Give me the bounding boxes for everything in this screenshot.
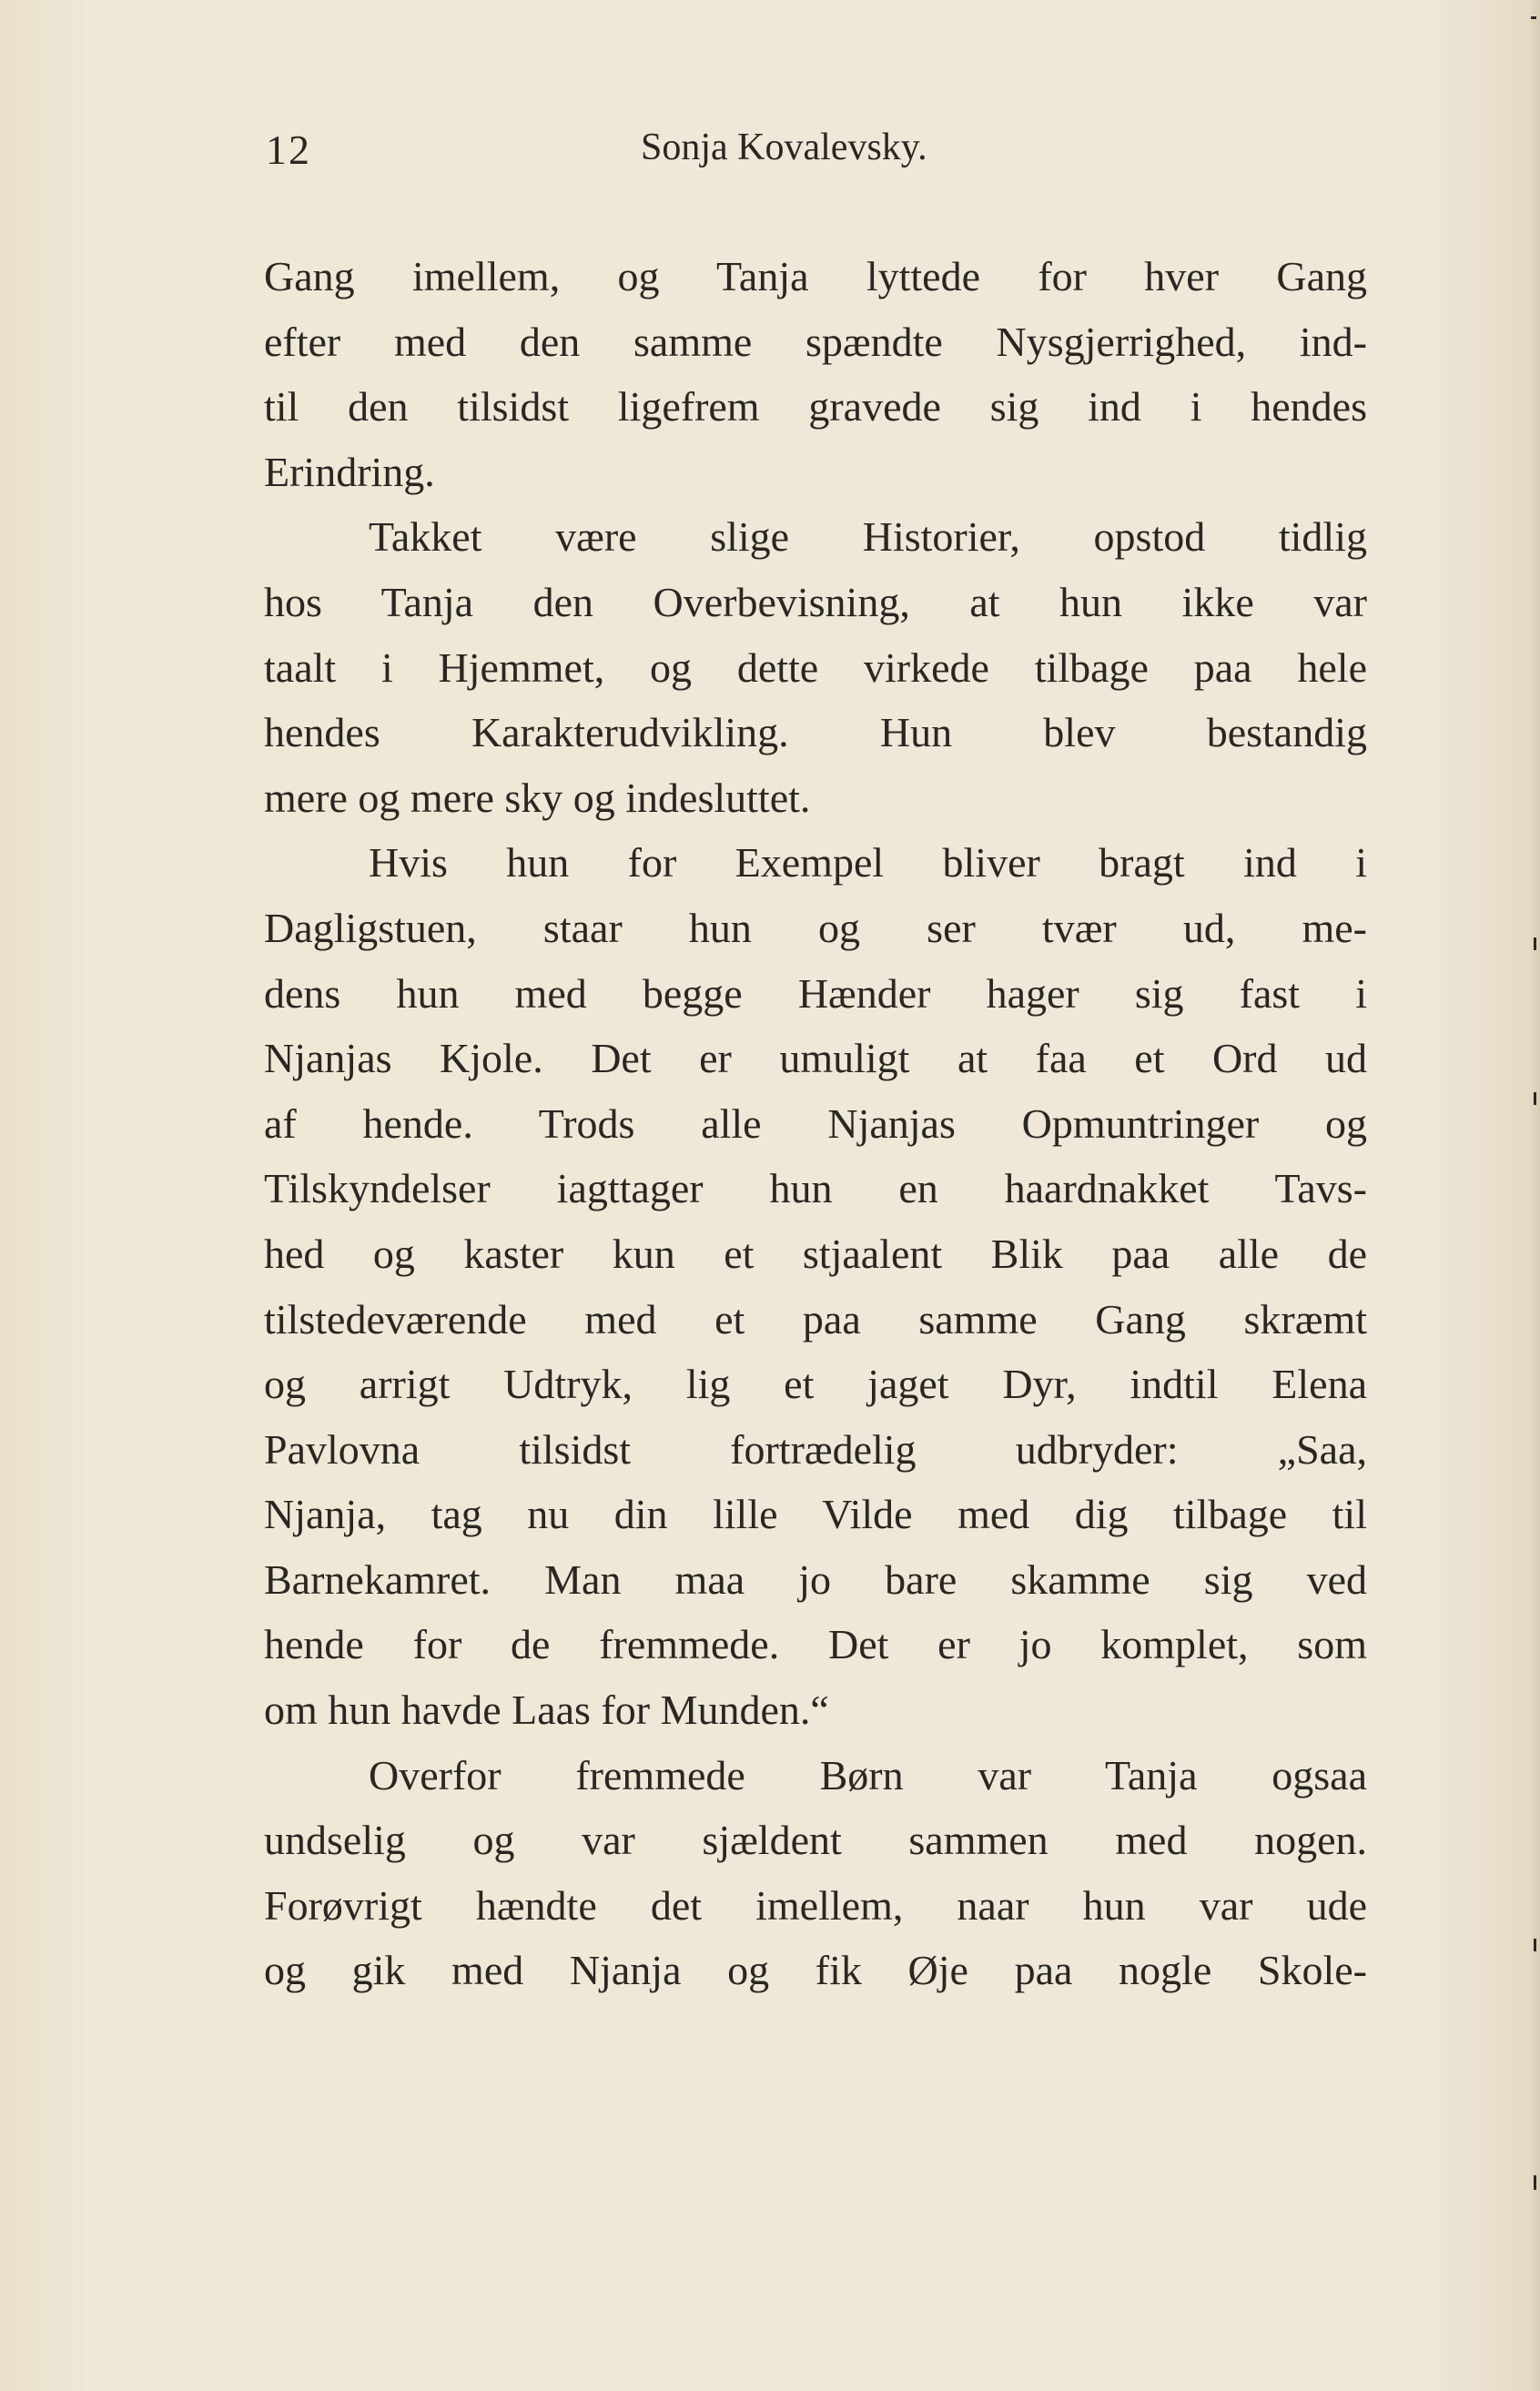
edge-mark bbox=[1534, 1092, 1536, 1105]
text-line: om hun havde Laas for Munden.“ bbox=[264, 1687, 829, 1734]
text-line: Hvis hun for Exempel bliver bragt ind i bbox=[369, 839, 1367, 886]
edge-mark bbox=[1534, 1939, 1536, 1951]
edge-mark bbox=[1534, 937, 1536, 950]
page-edge bbox=[1527, 0, 1540, 2391]
text-line: af hende. Trods alle Njanjas Opmuntringer og bbox=[264, 1099, 1367, 1147]
text-line: mere og mere sky og indesluttet. bbox=[264, 774, 811, 821]
text-line: og arrigt Udtryk, lig et jaget Dyr, indtil Elena bbox=[264, 1361, 1367, 1408]
edge-mark bbox=[1531, 16, 1536, 19]
text-line: Gang imellem, og Tanja lyttede for hver Gang bbox=[264, 253, 1367, 299]
text-line: hende for de fremmede. Det er jo komplet, som bbox=[264, 1621, 1367, 1668]
text-line: Tilskyndelser iagttager hun en haardnakket Tavs- bbox=[264, 1165, 1367, 1212]
text-line: hed og kaster kun et stjaalent Blik paa alle de bbox=[264, 1230, 1367, 1277]
text-line: Forøvrigt hændte det imellem, naar hun var ude bbox=[264, 1881, 1367, 1929]
text-line: Pavlovna tilsidst fortrædelig udbryder: „Saa, bbox=[264, 1425, 1367, 1473]
text-line: Barnekamret. Man maa jo bare skamme sig ved bbox=[264, 1555, 1367, 1603]
text-line: Overfor fremmede Børn var Tanja ogsaa bbox=[369, 1751, 1367, 1798]
edge-mark bbox=[1534, 2175, 1536, 2190]
text-line: Erindring. bbox=[264, 448, 435, 495]
text-line: undselig og var sjældent sammen med nogen. bbox=[264, 1817, 1367, 1864]
text-line: taalt i Hjemmet, og dette virkede tilbage paa hele bbox=[264, 643, 1367, 691]
page-header bbox=[266, 126, 1367, 180]
text-line: Dagligstuen, staar hun og ser tvær ud, me- bbox=[264, 904, 1367, 951]
body-text bbox=[264, 244, 1367, 2003]
text-line: og gik med Njanja og fik Øje paa nogle Skole- bbox=[264, 1947, 1367, 1994]
text-line: Njanjas Kjole. Det er umuligt at faa et Ord ud bbox=[264, 1035, 1367, 1082]
text-line: til den tilsidst ligefrem gravede sig ind i hendes bbox=[264, 383, 1367, 431]
text-line: efter med den samme spændte Nysgjerrighed, ind- bbox=[264, 318, 1367, 365]
text-line: Njanja, tag nu din lille Vilde med dig tilbage til bbox=[264, 1491, 1367, 1538]
text-line: tilstedeværende med et paa samme Gang skræmt bbox=[264, 1295, 1367, 1342]
running-head: Sonja Kovalevsky. bbox=[641, 127, 927, 168]
text-line: hos Tanja den Overbevisning, at hun ikke var bbox=[264, 578, 1367, 625]
page-number: 12 bbox=[266, 127, 311, 173]
text-line: Takket være slige Historier, opstod tidlig bbox=[369, 513, 1367, 561]
text-line: hendes Karakterudvikling. Hun blev bestandig bbox=[264, 709, 1367, 756]
text-line: dens hun med begge Hænder hager sig fast i bbox=[264, 969, 1367, 1017]
